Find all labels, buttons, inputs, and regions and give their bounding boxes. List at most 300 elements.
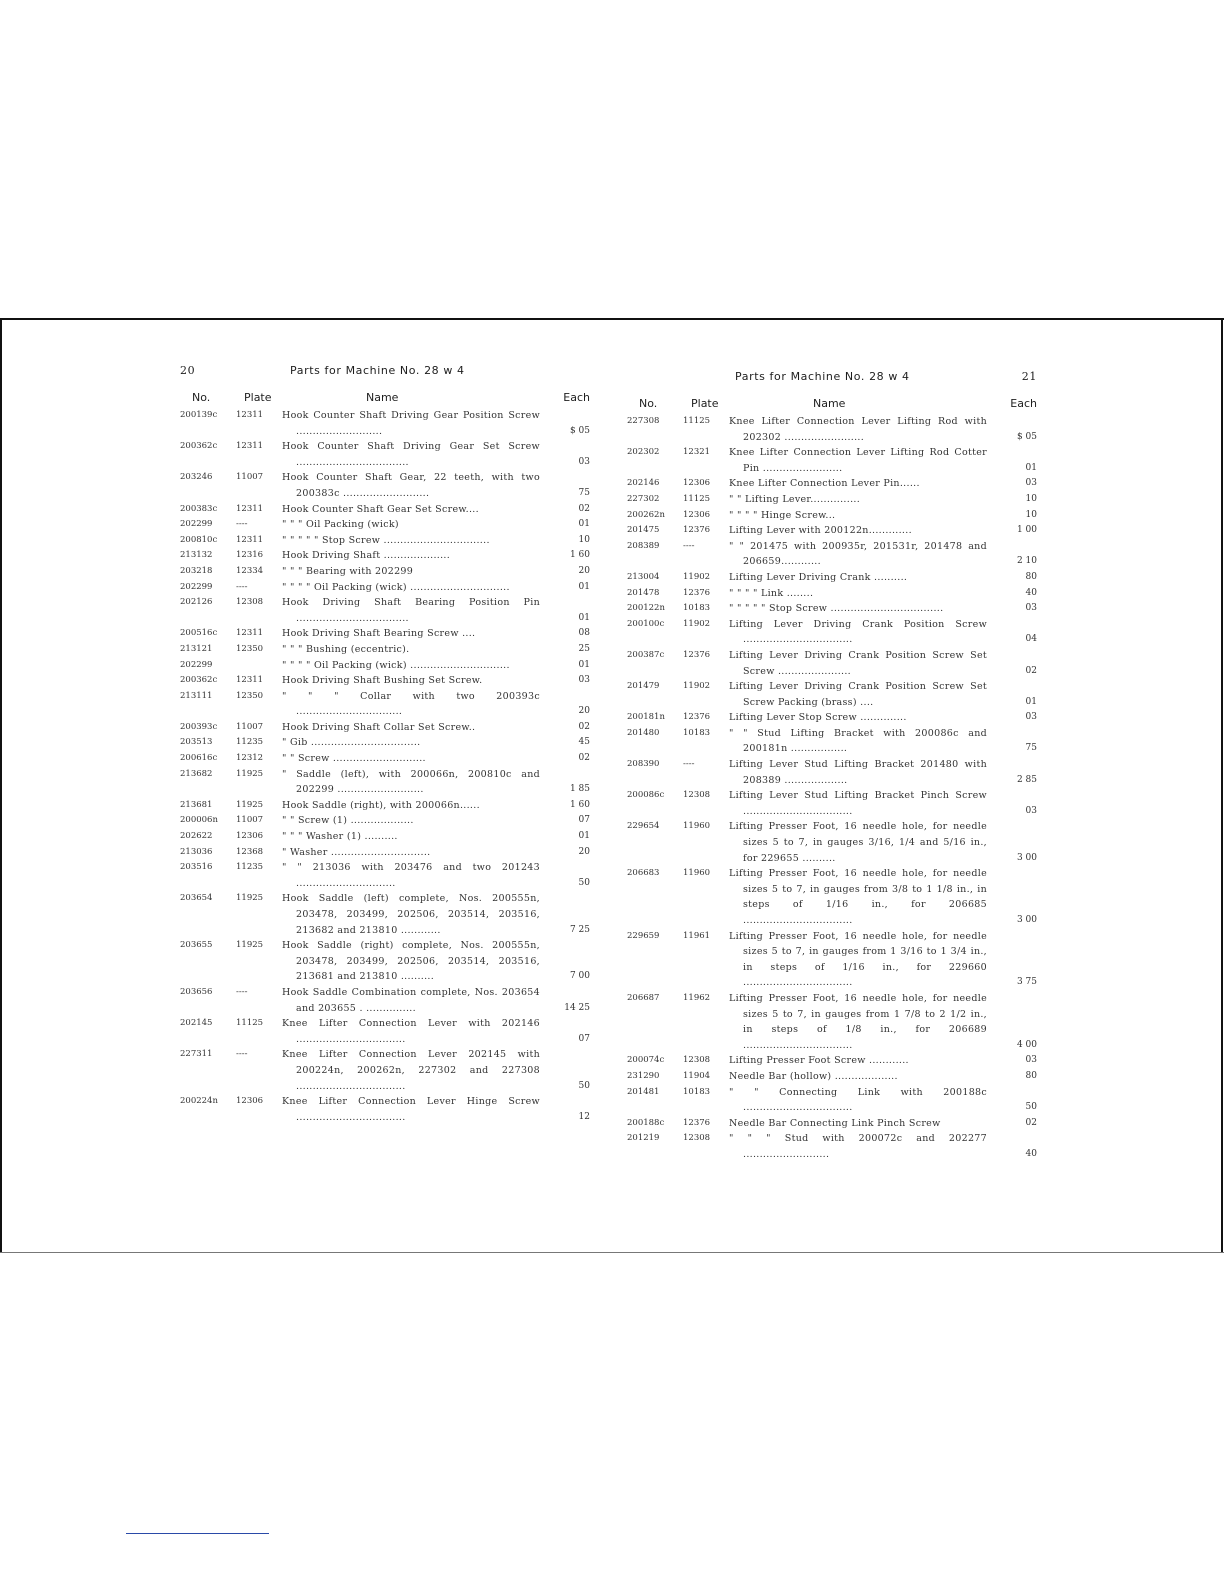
part-name: Needle Bar Connecting Link Pinch Screw	[729, 1117, 941, 1129]
table-row	[180, 938, 590, 985]
parts-list	[180, 408, 590, 1125]
part-price: 1 00	[1016, 525, 1037, 536]
part-number: 203246	[180, 472, 213, 483]
part-number: 202302	[627, 447, 660, 458]
table-row	[180, 470, 590, 501]
part-price: 50	[578, 877, 590, 888]
plate-number: 11125	[683, 493, 711, 504]
part-name: Hook Driving Shaft ....................	[282, 550, 451, 562]
part-number: 213121	[180, 643, 213, 654]
part-number: 202299	[180, 581, 213, 592]
table-row	[180, 642, 590, 658]
part-price: 03	[1025, 712, 1037, 723]
part-price: 02	[1025, 665, 1037, 676]
page-header	[627, 370, 1037, 388]
col-header-no: No.	[192, 391, 211, 404]
col-header-plate: Plate	[244, 391, 272, 404]
plate-number: ----	[683, 759, 695, 770]
table-row	[627, 788, 1037, 819]
col-header-name: Name	[813, 397, 846, 410]
table-row	[180, 860, 590, 891]
part-name: " " " " Link ........	[729, 587, 814, 599]
plate-number: ----	[236, 581, 248, 592]
col-header-name: Name	[366, 391, 399, 404]
plate-number: 11007	[236, 472, 264, 483]
table-row	[180, 798, 590, 814]
table-row	[627, 1069, 1037, 1085]
part-number: 202145	[180, 1018, 213, 1029]
part-price: 2 85	[1016, 774, 1037, 785]
part-name: Hook Counter Shaft Driving Gear Set Screw ..................................	[282, 441, 540, 468]
part-number: 200362c	[180, 441, 218, 452]
part-number: 203516	[180, 862, 213, 873]
part-name: " Gib .................................	[282, 737, 421, 749]
plate-number: 12308	[236, 597, 264, 608]
part-price: 1 60	[569, 550, 590, 561]
part-number: 200224n	[180, 1096, 218, 1107]
part-number: 227302	[627, 493, 660, 504]
scan-right-border	[1221, 318, 1223, 1253]
part-price: 03	[1025, 603, 1037, 614]
part-name: Knee Lifter Connection Lever 202145 with 200224n, 200262n, 227302 and 227308 .................................	[282, 1049, 540, 1092]
table-row	[180, 751, 590, 767]
page-header	[180, 364, 590, 382]
part-number: 200100c	[627, 618, 665, 629]
plate-number: 11902	[683, 681, 711, 692]
part-price: 10	[1025, 509, 1037, 520]
part-number: 231290	[627, 1070, 660, 1081]
part-price: 10	[578, 534, 590, 545]
part-price: 7 00	[569, 971, 590, 982]
plate-number: 11960	[683, 821, 711, 832]
column-headers	[180, 391, 590, 408]
part-number: 200139c	[180, 410, 218, 420]
plate-number: 12311	[236, 675, 264, 686]
table-row	[180, 813, 590, 829]
plate-number: 12376	[683, 587, 711, 598]
part-price: 3 75	[1016, 977, 1037, 988]
part-name: " Washer ..............................	[282, 846, 431, 858]
plate-number: 12316	[236, 550, 264, 561]
part-price: 07	[578, 815, 590, 826]
part-name: " " Connecting Link with 200188c .................................	[729, 1086, 987, 1114]
table-row	[180, 564, 590, 580]
plate-number: 12306	[683, 478, 711, 489]
table-row	[627, 445, 1037, 476]
plate-number: 12308	[683, 1055, 711, 1066]
table-row	[627, 929, 1037, 991]
part-name: " " Stud Lifting Bracket with 200086c and 200181n .................	[729, 727, 987, 755]
table-row	[627, 819, 1037, 866]
part-name: " Saddle (left), with 200066n, 200810c and 202299 ..........................	[282, 768, 540, 796]
part-name: Lifting Lever Driving Crank Position Screw .................................	[729, 618, 987, 646]
part-name: Hook Driving Shaft Bushing Set Screw.	[282, 675, 483, 687]
table-row	[627, 648, 1037, 679]
part-name: Hook Driving Shaft Collar Set Screw..	[282, 721, 476, 733]
scan-top-border	[0, 318, 1224, 320]
part-price: 40	[1025, 1148, 1037, 1159]
part-price: 01	[578, 519, 590, 530]
part-price: 50	[578, 1080, 590, 1091]
part-name: Lifting Presser Foot, 16 needle hole, for needle sizes 5 to 7, in gauges from 3/8 to 1 1/8 in., in steps of 1/16 in., for 206685 .................................	[729, 868, 987, 926]
part-name: Lifting Lever Stop Screw ..............	[729, 712, 907, 724]
part-number: 200387c	[627, 649, 665, 660]
col-header-each: Each	[1010, 397, 1037, 410]
part-price: 40	[1025, 587, 1037, 598]
table-row	[627, 726, 1037, 757]
plate-number: 11925	[236, 940, 264, 951]
part-name: Hook Saddle (left) complete, Nos. 200555n, 203478, 203499, 202506, 203514, 203516, 213682 and 213810 ............	[282, 893, 540, 936]
part-name: Lifting Lever with 200122n.............	[729, 525, 912, 537]
part-name: " " " Collar with two 200393c ................................	[282, 690, 540, 718]
part-name: " " " " " Stop Screw ................................	[282, 534, 490, 546]
part-price: 45	[578, 737, 590, 748]
part-price: $ 05	[1016, 431, 1037, 442]
part-name: Lifting Lever Driving Crank ..........	[729, 571, 908, 583]
table-row	[627, 1116, 1037, 1132]
right-page	[627, 370, 1037, 1163]
part-name: Hook Saddle Combination complete, Nos. 203654 and 203655 . ...............	[282, 986, 540, 1014]
part-number: 213004	[627, 571, 660, 582]
scan-bottom-border	[0, 1252, 1224, 1253]
part-number: 200086c	[627, 790, 665, 801]
part-number: 200006n	[180, 815, 218, 826]
table-row	[627, 1131, 1037, 1162]
part-name: Lifting Lever Driving Crank Position Screw Set Screw ......................	[729, 649, 987, 677]
plate-number: 12350	[236, 690, 264, 701]
table-row	[180, 548, 590, 564]
part-number: 229654	[627, 821, 660, 832]
table-row	[180, 673, 590, 689]
part-price: 3 00	[1016, 915, 1037, 925]
plate-number: 11960	[683, 868, 711, 879]
part-name: Knee Lifter Connection Lever Pin......	[729, 478, 920, 490]
table-row	[180, 1047, 590, 1094]
part-price: 20	[578, 846, 590, 857]
part-number: 208389	[627, 540, 660, 551]
table-row	[180, 735, 590, 751]
part-price: 14 25	[564, 1002, 590, 1013]
table-row	[627, 991, 1037, 1053]
part-name: Needle Bar (hollow) ...................	[729, 1070, 898, 1082]
part-number: 206683	[627, 868, 660, 879]
plate-number: 11904	[683, 1070, 711, 1081]
plate-number: 12376	[683, 525, 711, 536]
plate-number: 11925	[236, 768, 264, 779]
part-name: " " " " " Stop Screw ..................................	[729, 603, 944, 615]
part-name: Knee Lifter Connection Lever Lifting Rod with 202302 ........................	[729, 416, 987, 443]
table-row	[627, 866, 1037, 928]
table-row	[627, 523, 1037, 539]
part-name: " " " Stud with 200072c and 202277 ..........................	[729, 1133, 987, 1160]
plate-number: ----	[236, 1049, 248, 1060]
plate-number: 12334	[236, 565, 264, 576]
part-number: 227311	[180, 1049, 213, 1060]
table-row	[627, 1085, 1037, 1116]
table-row	[627, 570, 1037, 586]
part-price: 02	[578, 503, 590, 514]
part-price: 1 60	[569, 799, 590, 810]
part-number: 200393c	[180, 721, 218, 732]
part-name: " " " " Hinge Screw...	[729, 509, 836, 521]
part-number: 200122n	[627, 603, 665, 614]
part-name: Lifting Lever Stud Lifting Bracket 201480 with 208389 ...................	[729, 759, 987, 786]
part-number: 206687	[627, 992, 660, 1003]
table-row	[180, 408, 590, 439]
part-price: 25	[578, 643, 590, 654]
table-row	[180, 767, 590, 798]
part-price: 10	[1025, 493, 1037, 504]
part-name: Lifting Lever Stud Lifting Bracket Pinch Screw .................................	[729, 790, 987, 817]
part-number: 203654	[180, 893, 213, 904]
plate-number: 11007	[236, 721, 264, 732]
part-number: 203656	[180, 986, 213, 997]
part-number: 203655	[180, 940, 213, 951]
table-row	[180, 502, 590, 518]
part-number: 213111	[180, 690, 213, 701]
part-number: 201481	[627, 1086, 660, 1097]
part-number: 200383c	[180, 503, 218, 514]
plate-number: 12306	[236, 1096, 264, 1107]
plate-number: 10183	[683, 603, 711, 614]
part-number: 203513	[180, 737, 213, 748]
part-price: 20	[578, 565, 590, 576]
part-number: 201479	[627, 681, 660, 692]
part-price: 12	[578, 1111, 590, 1122]
plate-number: ----	[236, 519, 248, 530]
part-name: " " Screw (1) ...................	[282, 815, 414, 827]
table-row	[180, 985, 590, 1016]
part-number: 213132	[180, 550, 213, 561]
column-headers	[627, 397, 1037, 414]
table-row	[627, 476, 1037, 492]
plate-number: 10183	[683, 1086, 711, 1097]
page-title: Parts for Machine No. 28 w 4	[735, 370, 910, 383]
part-name: " " 213036 with 203476 and two 201243 ..............................	[282, 862, 540, 889]
table-row	[627, 710, 1037, 726]
table-row	[180, 845, 590, 861]
table-row	[627, 1053, 1037, 1069]
part-name: Lifting Presser Foot Screw ............	[729, 1055, 909, 1067]
part-number: 200262n	[627, 509, 665, 520]
part-number: 200810c	[180, 534, 218, 545]
page-number: 21	[1021, 370, 1037, 383]
part-number: 200181n	[627, 712, 665, 723]
plate-number: 11925	[236, 893, 264, 904]
part-price: 01	[1025, 696, 1037, 707]
part-number: 229659	[627, 930, 660, 941]
part-name: " " " " Oil Packing (wick) ..............................	[282, 659, 510, 671]
part-price: 03	[1025, 1055, 1037, 1066]
table-row	[180, 720, 590, 736]
plate-number: ----	[683, 540, 695, 551]
part-name: " " " Oil Packing (wick)	[282, 519, 399, 531]
plate-number: 12308	[683, 1133, 711, 1144]
plate-number: 12306	[236, 831, 264, 842]
table-row	[180, 517, 590, 533]
part-name: Hook Counter Shaft Gear Set Screw....	[282, 503, 479, 515]
part-name: " " 201475 with 200935r, 201531r, 201478 and 206659............	[729, 540, 987, 568]
part-name: Hook Driving Shaft Bearing Position Pin ..................................	[282, 597, 540, 624]
part-number: 201478	[627, 587, 660, 598]
part-price: 03	[578, 456, 590, 467]
part-price: 08	[578, 628, 590, 639]
part-number: 202622	[180, 831, 213, 842]
part-name: Lifting Presser Foot, 16 needle hole, for needle sizes 5 to 7, in gauges from 1 7/8 to 2 1/2 in., in steps of 1/8 in., for 206689 .................................	[729, 992, 987, 1051]
part-number: 203218	[180, 565, 213, 576]
part-number: 200516c	[180, 628, 218, 639]
part-price: 02	[1025, 1117, 1037, 1128]
part-number: 200362c	[180, 675, 218, 686]
plate-number: 11925	[236, 799, 264, 810]
plate-number: 11902	[683, 618, 711, 629]
plate-number: 12376	[683, 649, 711, 660]
plate-number: ----	[236, 986, 248, 997]
plate-number: 11125	[683, 416, 711, 426]
part-number: 200074c	[627, 1055, 665, 1066]
table-row	[627, 679, 1037, 710]
part-number: 208390	[627, 759, 660, 770]
part-number: 201219	[627, 1133, 660, 1144]
part-price: 03	[1025, 478, 1037, 489]
plate-number: 12311	[236, 410, 264, 420]
part-price: 20	[578, 706, 590, 717]
part-price: 1 85	[569, 784, 590, 795]
part-price: 75	[578, 487, 590, 498]
part-name: Lifting Presser Foot, 16 needle hole, for needle sizes 5 to 7, in gauges from 1 3/16 to 1 3/4 in., in steps of 1/16 in., for 229660 .................................	[729, 930, 987, 989]
page-number: 20	[180, 364, 196, 377]
part-price: 02	[578, 753, 590, 764]
part-price: 3 00	[1016, 852, 1037, 863]
plate-number: 11961	[683, 930, 711, 941]
table-row	[180, 439, 590, 470]
parts-list	[627, 414, 1037, 1163]
plate-number: 12311	[236, 628, 264, 639]
table-row	[180, 580, 590, 596]
part-number: 200188c	[627, 1117, 665, 1128]
part-number: 202299	[180, 659, 213, 670]
plate-number: 12376	[683, 712, 711, 723]
part-number: 201480	[627, 727, 660, 738]
table-row	[627, 539, 1037, 570]
part-price: 4 00	[1016, 1039, 1037, 1050]
part-price: $ 05	[569, 425, 590, 436]
part-price: 02	[578, 721, 590, 732]
scan-left-border	[0, 318, 2, 1253]
plate-number: 11962	[683, 992, 711, 1003]
part-name: Knee Lifter Connection Lever Lifting Rod Cotter Pin ........................	[729, 447, 987, 474]
part-number: 213682	[180, 768, 213, 779]
page-title: Parts for Machine No. 28 w 4	[290, 364, 465, 377]
part-price: 04	[1025, 634, 1037, 645]
part-number: 202126	[180, 597, 213, 608]
part-name: Lifting Presser Foot, 16 needle hole, for needle sizes 5 to 7, in gauges 3/16, 1/4 and 5/16 in., for 229655 ..........	[729, 821, 987, 864]
plate-number: 12368	[236, 846, 264, 857]
part-price: 07	[578, 1033, 590, 1044]
part-price: 80	[1025, 1070, 1037, 1081]
table-row	[180, 1094, 590, 1125]
table-row	[180, 1016, 590, 1047]
part-name: Hook Counter Shaft Driving Gear Position Screw ..........................	[282, 410, 540, 437]
table-row	[180, 891, 590, 938]
part-price: 03	[578, 675, 590, 686]
part-name: Lifting Lever Driving Crank Position Screw Set Screw Packing (brass) ....	[729, 681, 987, 708]
part-price: 7 25	[569, 924, 590, 935]
part-name: " " " Washer (1) ..........	[282, 831, 398, 843]
part-name: Hook Counter Shaft Gear, 22 teeth, with two 200383c ..........................	[282, 472, 540, 499]
table-row	[627, 617, 1037, 648]
part-price: 50	[1025, 1102, 1037, 1113]
plate-number: 10183	[683, 727, 711, 738]
part-price: 75	[1025, 743, 1037, 754]
part-price: 01	[578, 831, 590, 842]
table-row	[627, 757, 1037, 788]
plate-number: 12311	[236, 441, 264, 452]
table-row	[180, 658, 590, 674]
col-header-no: No.	[639, 397, 658, 410]
table-row	[627, 508, 1037, 524]
plate-number: 12312	[236, 753, 264, 764]
table-row	[627, 601, 1037, 617]
part-price: 01	[578, 659, 590, 670]
left-page	[180, 364, 590, 1125]
plate-number: 11235	[236, 737, 264, 748]
plate-number: 11007	[236, 815, 264, 826]
part-name: " " " Bushing (eccentric).	[282, 643, 410, 655]
plate-number: 11235	[236, 862, 264, 873]
part-number: 202146	[627, 478, 660, 489]
plate-number: 12350	[236, 643, 264, 654]
table-row	[627, 586, 1037, 602]
plate-number: 12321	[683, 447, 711, 458]
plate-number: 12376	[683, 1117, 711, 1128]
table-row	[180, 829, 590, 845]
part-number: 201475	[627, 525, 660, 536]
part-price: 03	[1025, 805, 1037, 816]
col-header-each: Each	[563, 391, 590, 404]
table-row	[180, 689, 590, 720]
part-name: Knee Lifter Connection Lever with 202146 .................................	[282, 1018, 540, 1045]
col-header-plate: Plate	[691, 397, 719, 410]
part-price: 2 10	[1016, 556, 1037, 567]
part-number: 227308	[627, 416, 660, 426]
plate-number: 11125	[236, 1018, 264, 1029]
part-name: " " Lifting Lever...............	[729, 493, 861, 505]
table-row	[627, 414, 1037, 445]
plate-number: 12308	[683, 790, 711, 801]
part-number: 200616c	[180, 753, 218, 764]
part-number: 202299	[180, 519, 213, 530]
part-name: " " " Bearing with 202299	[282, 565, 414, 577]
part-name: Knee Lifter Connection Lever Hinge Screw .................................	[282, 1096, 540, 1123]
part-price: 01	[578, 581, 590, 592]
part-price: 80	[1025, 571, 1037, 582]
plate-number: 11902	[683, 571, 711, 582]
footnote-rule	[126, 1533, 269, 1534]
part-name: Hook Saddle (right) complete, Nos. 200555n, 203478, 203499, 202506, 203514, 203516, 213681 and 213810 ..........	[282, 940, 540, 983]
part-price: 01	[1025, 462, 1037, 473]
table-row	[180, 626, 590, 642]
table-row	[180, 595, 590, 626]
part-price: 01	[578, 612, 590, 623]
part-name: Hook Saddle (right), with 200066n......	[282, 799, 480, 811]
part-name: " " Screw ............................	[282, 753, 426, 765]
plate-number: 12311	[236, 503, 264, 514]
plate-number: 12311	[236, 534, 264, 545]
table-row	[180, 533, 590, 549]
plate-number	[236, 658, 282, 674]
part-name: " " " " Oil Packing (wick) ..............................	[282, 581, 510, 593]
